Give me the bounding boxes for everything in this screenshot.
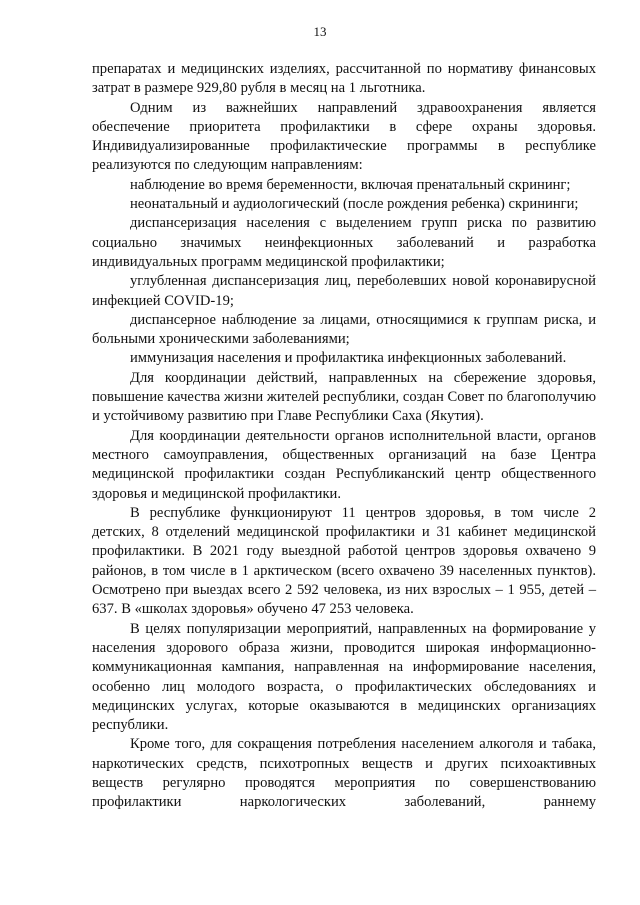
paragraph: препаратах и медицинских изделиях, рассчитанной по нормативу финансовых затрат в размере 929,80 рубля в месяц на 1 льготника.: [92, 61, 596, 97]
page-number: 13: [313, 24, 327, 39]
paragraph: Кроме того, для сокращения потребления населением алкоголя и табака, наркотических средств, психотропных веществ и других психоактивных веществ регулярно проводятся мероприятия по совершенствованию профилактики наркологических заболеваний, раннему: [92, 736, 596, 811]
paragraph: Одним из важнейших направлений здравоохранения является обеспечение приоритета профилактики в сфере охраны здоровья. Индивидуализированные профилактические программы в республике реализуются по следующим направлениям:: [92, 99, 596, 174]
list-item: диспансерное наблюдение за лицами, относящимися к группам риска, и больными хроническими заболеваниями;: [92, 311, 596, 348]
list-item: диспансеризация населения с выделением групп риска по развитию социально значимых неинфекционных заболеваний и разработка индивидуальных программ медицинской профилактики;: [92, 215, 596, 270]
list-item: наблюдение во время беременности, включая пренатальный скрининг;: [130, 176, 571, 193]
paragraph: В целях популяризации мероприятий, направленных на формирование у населения здорового образа жизни, проводится широкая информационно-коммуникационная кампания, направленная на информирование населения, особенно лиц молодого возраста, о профилактических обследованиях и медицинских услугах, которые оказываются в медицинских организациях республики.: [92, 620, 596, 734]
list-item: углубленная диспансеризация лиц, переболевших новой коронавирусной инфекцией COVID-19;: [92, 273, 596, 309]
document-body: [92, 60, 596, 813]
list-item: иммунизация населения и профилактика инфекционных заболеваний.: [130, 350, 567, 367]
paragraph: В республике функционируют 11 центров здоровья, в том числе 2 детских, 8 отделений медицинской профилактики и 31 кабинет медицинской профилактики. В 2021 году выездной работой центров здоровья охвачено 9 районов, в том числе в 1 арктическом (всего охвачено 39 населенных пунктов). Осмотрено при выездах всего 2 592 человека, из них взрослых – 1 955, детей – 637. В «школах здоровья» обучено 47 253 человека.: [92, 504, 596, 618]
paragraph: Для координации деятельности органов исполнительной власти, органов местного самоуправления, общественных организаций на базе Центра медицинской профилактики создан Республиканский центр общественного здоровья и медицинской профилактики.: [92, 427, 596, 502]
paragraph: Для координации действий, направленных на сбережение здоровья, повышение качества жизни жителей республики, создан Совет по благополучию и устойчивому развитию при Главе Республики Саха (Якутия).: [92, 369, 596, 425]
list-item: неонатальный и аудиологический (после рождения ребенка) скрининги;: [130, 196, 579, 213]
